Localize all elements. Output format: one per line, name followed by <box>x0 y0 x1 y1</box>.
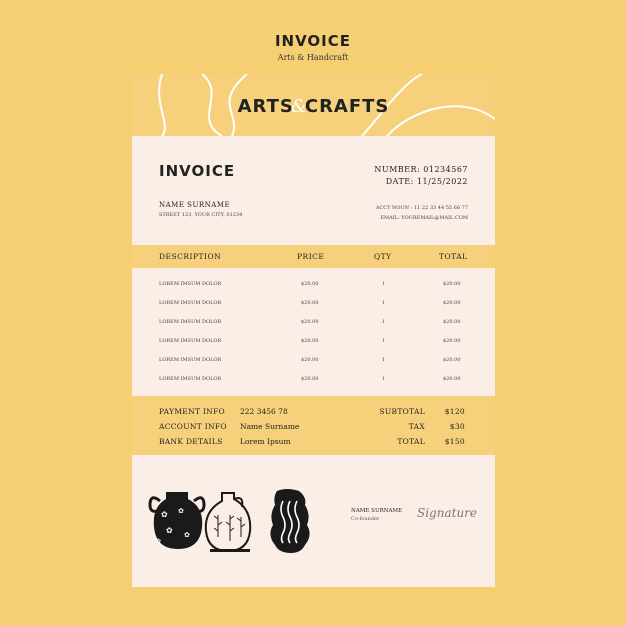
row-total: $20.00 <box>443 338 461 344</box>
email: EMAIL: YOUREMAIL@MAIL.COM <box>380 215 468 221</box>
row-qty: 1 <box>382 376 386 382</box>
header-price: PRICE <box>297 252 325 261</box>
row-description: LOREM IMSUM DOLOR <box>159 376 222 382</box>
row-qty: 1 <box>382 319 386 325</box>
tax-value: $30 <box>449 422 465 431</box>
row-price: $20.00 <box>301 338 319 344</box>
client-address: STREET 123, YOUR CITY, 01234 <box>159 212 243 218</box>
header-total: TOTAL <box>439 252 468 261</box>
brand-part2: CRAFTS <box>304 96 390 117</box>
table-row <box>132 372 495 391</box>
account-info-value: Name Surname <box>240 422 300 431</box>
page-title: INVOICE <box>274 32 352 50</box>
row-price: $20.00 <box>301 376 319 382</box>
row-total: $20.00 <box>443 281 461 287</box>
wavy-vase-icon <box>270 489 309 553</box>
row-total: $20.00 <box>443 357 461 363</box>
tax-label: TAX <box>408 422 425 431</box>
row-price: $20.00 <box>301 300 319 306</box>
page-subtitle: Arts & Handcraft <box>277 53 349 62</box>
svg-text:✿: ✿ <box>178 507 184 515</box>
svg-text:✿: ✿ <box>156 538 162 545</box>
row-description: LOREM IMSUM DOLOR <box>159 338 222 344</box>
header-qty: QTY <box>374 252 392 261</box>
row-description: LOREM IMSUM DOLOR <box>159 281 222 287</box>
invoice-meta <box>374 164 468 188</box>
header-description: DESCRIPTION <box>159 252 222 261</box>
signature: Signature <box>417 506 478 520</box>
invoice-sheet <box>132 74 495 587</box>
row-total: $20.00 <box>443 319 461 325</box>
svg-text:✿: ✿ <box>166 526 173 535</box>
account-info-label: ACCOUNT INFO <box>159 422 227 431</box>
row-description: LOREM IMSUM DOLOR <box>159 300 222 306</box>
table-row <box>132 315 495 334</box>
table-row <box>132 277 495 296</box>
invoice-date: DATE: 11/25/2022 <box>385 177 468 186</box>
brand-banner <box>132 74 495 136</box>
svg-text:✿: ✿ <box>161 510 168 519</box>
table-row <box>132 296 495 315</box>
payment-summary <box>132 396 495 455</box>
invoice-title: INVOICE <box>159 162 236 180</box>
table-header <box>132 245 495 268</box>
client-name: NAME SURNAME <box>159 201 231 209</box>
payment-info-value: 222 3456 78 <box>240 407 288 416</box>
svg-text:✿: ✿ <box>184 531 190 539</box>
bank-details-label: BANK DETAILS <box>159 437 223 446</box>
table-row <box>132 353 495 372</box>
row-price: $20.00 <box>301 281 319 287</box>
subtotal-label: SUBTOTAL <box>379 407 425 416</box>
vase-illustrations <box>144 487 324 557</box>
subtotal-value: $120 <box>444 407 465 416</box>
total-label: TOTAL <box>397 437 425 446</box>
row-qty: 1 <box>382 357 386 363</box>
row-price: $20.00 <box>301 357 319 363</box>
row-qty: 1 <box>382 338 386 344</box>
payment-info-label: PAYMENT INFO <box>159 407 226 416</box>
account-number: ACCT NOUN : 11 22 33 44 55 66 77 <box>375 205 468 211</box>
row-price: $20.00 <box>301 319 319 325</box>
row-qty: 1 <box>382 300 386 306</box>
brand-wordmark <box>132 96 495 117</box>
row-total: $20.00 <box>443 300 461 306</box>
signer-role: Co-founder <box>351 516 380 522</box>
leaf-vase-icon <box>206 493 250 552</box>
signer-name: NAME SURNAME <box>351 508 403 514</box>
row-qty: 1 <box>382 281 386 287</box>
brand-part1: ARTS <box>237 96 294 117</box>
invoice-number: NUMBER: 01234567 <box>374 165 468 174</box>
bank-details-value: Lorem Ipsum <box>240 437 291 446</box>
account-block <box>376 203 468 223</box>
row-total: $20.00 <box>443 376 461 382</box>
brand-amp: & <box>290 96 308 117</box>
row-description: LOREM IMSUM DOLOR <box>159 319 222 325</box>
flower-vase-icon <box>150 492 204 549</box>
row-description: LOREM IMSUM DOLOR <box>159 357 222 363</box>
table-row <box>132 334 495 353</box>
total-value: $150 <box>444 437 465 446</box>
